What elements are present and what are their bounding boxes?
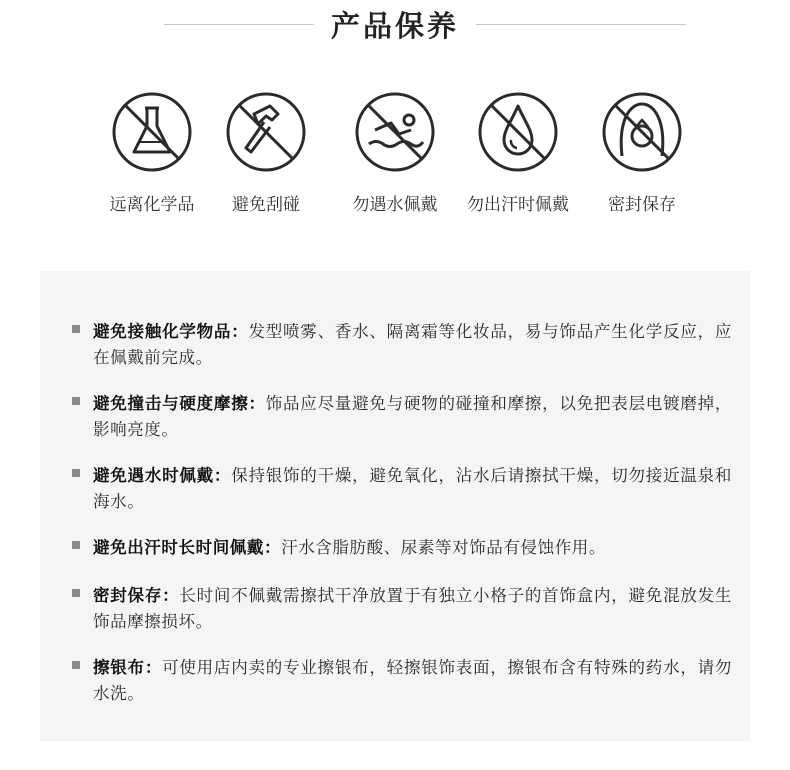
bullet-square-icon: [72, 397, 80, 405]
care-icon-label: 避免刮碰: [232, 195, 300, 215]
ring-sealed-icon: [600, 90, 684, 174]
care-tip-item: [72, 655, 732, 707]
bullet-square-icon: [72, 469, 80, 477]
care-icon-item: [211, 90, 321, 215]
care-tip-text: [93, 583, 732, 635]
sweat-drop-prohibited-icon: [476, 90, 560, 174]
care-icon-item: [587, 90, 697, 215]
hammer-prohibited-icon: [224, 90, 308, 174]
care-tip-text: [93, 391, 732, 443]
care-tip-title: 避免遇水时佩戴：: [93, 466, 232, 485]
care-tip-body: 发型喷雾、香水、隔离霜等化妆品，易与饰品产生化学反应，应在佩戴前完成。: [93, 322, 732, 367]
care-tip-item: [72, 391, 732, 443]
care-tip-title: 密封保存：: [93, 586, 180, 605]
care-icon-label: 勿出汗时佩戴: [467, 195, 569, 215]
bullet-square-icon: [72, 589, 80, 597]
care-tip-body: 保持银饰的干燥，避免氧化，沾水后请擦拭干燥，切勿接近温泉和海水。: [93, 466, 732, 511]
care-tip-body: 长时间不佩戴需擦拭干净放置于有独立小格子的首饰盒内，避免混放发生饰品摩擦损坏。: [93, 586, 732, 631]
care-tip-text: [93, 655, 732, 707]
care-tip-text: [93, 535, 732, 561]
bullet-square-icon: [72, 661, 80, 669]
bullet-square-icon: [72, 541, 80, 549]
header-rule-right: [476, 24, 686, 25]
care-tip-item: [72, 463, 732, 515]
care-tip-title: 避免撞击与硬度摩擦：: [93, 394, 266, 413]
care-tip-title: 避免接触化学物品：: [93, 322, 249, 341]
care-icon-item: [97, 90, 207, 215]
care-tips-panel: [40, 271, 750, 741]
section-header: [0, 0, 790, 50]
care-tip-title: 避免出汗时长时间佩戴：: [93, 538, 282, 557]
flask-prohibited-icon: [110, 90, 194, 174]
care-icon-label: 勿遇水佩戴: [352, 195, 438, 215]
care-icon-label: 远离化学品: [109, 195, 195, 215]
care-icon-item: [463, 90, 573, 215]
care-tip-body: 可使用店内卖的专业擦银布，轻擦银饰表面，擦银布含有特殊的药水，请勿水洗。: [93, 658, 732, 703]
section-title: 产品保养: [330, 9, 459, 43]
bullet-square-icon: [72, 325, 80, 333]
care-icon-item: [340, 90, 450, 215]
care-icon-label: 密封保存: [608, 195, 676, 215]
care-icons-row: [0, 90, 790, 220]
care-tip-text: [93, 319, 732, 371]
care-tip-item: [72, 535, 732, 561]
care-tip-item: [72, 583, 732, 635]
care-tip-body: 饰品应尽量避免与硬物的碰撞和摩擦，以免把表层电镀磨掉，影响亮度。: [93, 394, 732, 439]
care-tip-title: 擦银布：: [93, 658, 163, 677]
care-tip-text: [93, 463, 732, 515]
swimming-prohibited-icon: [353, 90, 437, 174]
care-tip-item: [72, 319, 732, 371]
care-tip-body: 汗水含脂肪酸、尿素等对饰品有侵蚀作用。: [281, 538, 607, 557]
